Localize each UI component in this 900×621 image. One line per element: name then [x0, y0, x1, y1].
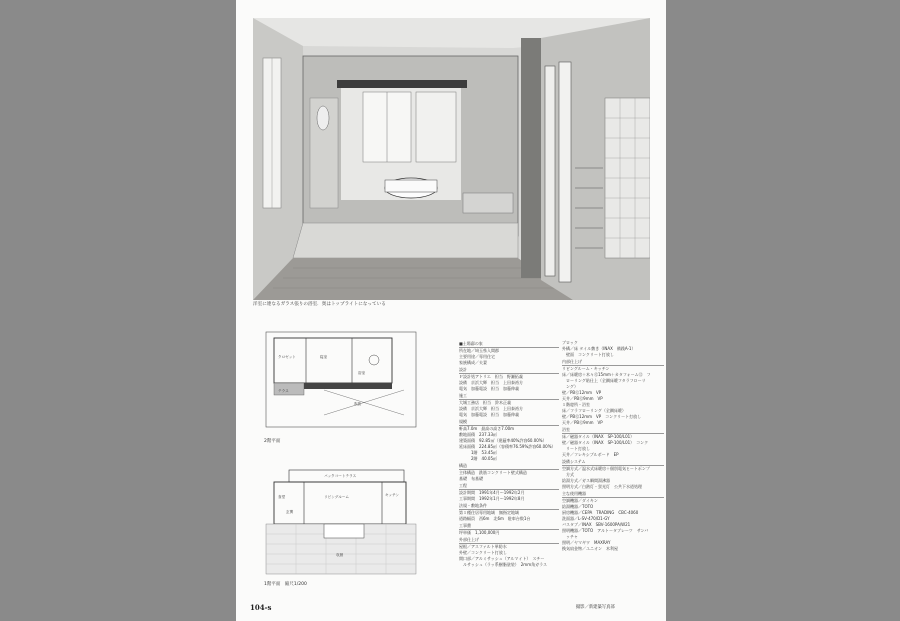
spec-heading: 施工 — [459, 393, 559, 400]
spec-line: 建築面積 92.85㎡（建蔽率40%許容60.00%） — [459, 438, 547, 443]
spec-line: 家族構成／夫妻 — [459, 360, 487, 365]
label-entrance: 玄関 — [286, 510, 294, 514]
spec-line: 床／磁器タイル（INAX SP-100/L01） — [562, 434, 635, 439]
first-floor-plan — [264, 468, 419, 586]
label-living: リビングルーム — [324, 495, 349, 499]
specs-right-column — [562, 340, 664, 552]
spec-line: 主体構造 鉄筋コンクリート壁式構造 — [459, 470, 527, 475]
spec-line: 洗面器／L-SV-470/D1-GY — [562, 516, 610, 521]
spec-line: 設備 京浜大輝 担当 上田泰裕方 — [459, 406, 523, 411]
spec-line: 空調方式／温水式床暖房＋個別電気ヒートポンプ — [562, 466, 650, 471]
second-floor-plan — [264, 330, 419, 442]
label-kitchen: キッチン — [385, 493, 400, 497]
label-balcony: バックコートテラス — [324, 474, 357, 478]
photo-caption: 洋室に連なるガラス張りの浴室．奥はトップライトになっている — [253, 302, 386, 307]
spec-line: ローリング貼仕上（全鋼床暖フタラフローリ — [562, 378, 646, 383]
photo-illustration — [253, 18, 650, 300]
spec-line: 1階 53.45㎡ — [459, 450, 497, 455]
spec-line: 電気 加藤電設 担当 加藤伸義 — [459, 412, 519, 417]
spec-line: 空調機器／ダイキン — [562, 498, 598, 503]
label-closet: クロゼット — [278, 355, 296, 359]
label-terrace: テラス — [278, 389, 289, 393]
spec-line: ブロック — [562, 340, 578, 345]
spec-heading: 構造 — [459, 463, 559, 470]
specs-left-column — [459, 340, 559, 568]
spec-line: 外壁／コンクリート打放し — [459, 550, 507, 555]
spec-line: 天井／PB⑫9mm VP — [562, 396, 603, 401]
spec-line: 設備 京浜大輝 担当 上田泰裕方 — [459, 380, 523, 385]
spec-line: １階寝所・浴室 — [562, 402, 590, 407]
label-void: 吹抜 — [354, 402, 362, 406]
spec-heading: ■土場邸の家 — [459, 341, 559, 348]
spec-line: 設計期間 1991年4月〜1992年2月 — [459, 490, 525, 495]
spec-line: 道路幅員 西6m 北6m 駐車台数1台 — [459, 516, 531, 521]
spec-line: 換気扇金物／ユニオン 木利屋 — [562, 546, 618, 551]
spec-line: 照明／ヤマギワ MAXRAY — [562, 540, 611, 545]
spec-line: 壁／PB⑫12mm VP コンクリート打放し — [562, 414, 642, 419]
spec-line: 開口部／アルミサッシュ（アルマイト） スチー — [459, 556, 545, 561]
interior-photo — [253, 18, 650, 300]
spec-heading: 工程 — [459, 483, 559, 490]
spec-line: ング） — [562, 384, 579, 389]
spec-line: 敷地面積 237.33㎡ — [459, 432, 497, 437]
spec-line: 工事期間 1992年1月〜1992年8月 — [459, 496, 525, 501]
page-number: 104-s — [250, 603, 272, 612]
spec-heading: 内部仕上げ — [562, 359, 664, 366]
second-floor-label: 2階平面 — [264, 439, 281, 444]
spec-line: Ｐ設計処アトリエ 担当 野瀬拓義 — [459, 374, 523, 379]
spec-heading: 設計 — [459, 367, 559, 374]
spec-line: 軒高7.0m 最高の高さ7.00m — [459, 426, 515, 431]
spec-line: 天井／PB⑫9mm VP — [562, 420, 603, 425]
spec-line: 厨房機器／CEPA TRADING CBC-4060 — [562, 510, 639, 515]
spec-line: 壁面 コンクリート打放し — [562, 352, 614, 357]
spec-line: 坪単価 1,100,000円 — [459, 530, 500, 535]
label-storage: 収納 — [336, 553, 344, 557]
photo-credit: 撮影／新建築写真部 — [576, 605, 615, 610]
spec-heading: 工事費 — [459, 523, 559, 530]
spec-heading: 法規・敷地条件 — [459, 503, 559, 510]
spec-heading: 主な使用機器 — [562, 491, 664, 498]
spec-heading: 設備システム — [562, 459, 664, 466]
label-bedroom: 寝室 — [320, 355, 328, 359]
spec-line: 所在地／埼玉県入間郡 — [459, 348, 499, 353]
spec-line: 電気 加藤電設 担当 加藤伸義 — [459, 386, 519, 391]
spec-heading: 規模 — [459, 419, 559, 426]
spec-line: 基礎 布基礎 — [459, 476, 483, 481]
spec-line: 壁／PB⑫12mm VP — [562, 390, 602, 395]
spec-line: 給湯方式／ガス瞬間湯沸器 — [562, 478, 610, 483]
spec-heading: 外部仕上げ — [459, 537, 559, 544]
spec-line: 壁／磁器タイル（INAX SP-100/L01） コンク — [562, 440, 649, 445]
spec-line: 方式 — [562, 472, 574, 477]
spec-line: 給湯機器／TOTO — [562, 504, 594, 509]
spec-line: 第１種住居専用地域 無指定地域 — [459, 510, 519, 515]
spec-line: 延床面積 224.85㎡（容積率76.59%許容60.00%） — [459, 444, 556, 449]
spec-line: リビングルーム・キッチン — [562, 366, 610, 371]
spec-line: 床／床暖房＋木々⑫15mm＋カタフォーム⑫ フ — [562, 372, 651, 377]
document-page — [236, 0, 666, 621]
spec-line: 外構／床 タイル敷き（INAX 備践A-1） — [562, 346, 636, 351]
first-floor-label: 1階平面 縮尺1/200 — [264, 582, 307, 587]
spec-line: ルサッシュ（ラッ系樹脂塗装） 2mm角ガラス — [459, 562, 547, 567]
spec-line: 主要用途／専用住宅 — [459, 354, 495, 359]
spec-line: 照明方式／白熱灯・蛍光灯 公共下水道処理 — [562, 484, 642, 489]
spec-line: ッチャ — [562, 534, 578, 539]
spec-line: 照明機器／TOTO アルトータブレーツ サンバ — [562, 528, 649, 533]
spec-line: 床／フラフローリング（全鋼床暖） — [562, 408, 626, 413]
label-dining: 食堂 — [278, 495, 286, 499]
spec-line: バスタブ／INAX SBV-1600PA/W21 — [562, 522, 631, 527]
spec-line: 屋根／アスファルト単防水 — [459, 544, 507, 549]
spec-line: 大城工務店 担当 鈴木正義 — [459, 400, 511, 405]
spec-line: リート打放し — [562, 446, 590, 451]
spec-line: 2階 40.05㎡ — [459, 456, 497, 461]
spec-line: 天井／フレキシブルボード EP — [562, 452, 619, 457]
spec-heading: 浴室 — [562, 427, 664, 434]
label-bath: 浴室 — [358, 371, 366, 375]
